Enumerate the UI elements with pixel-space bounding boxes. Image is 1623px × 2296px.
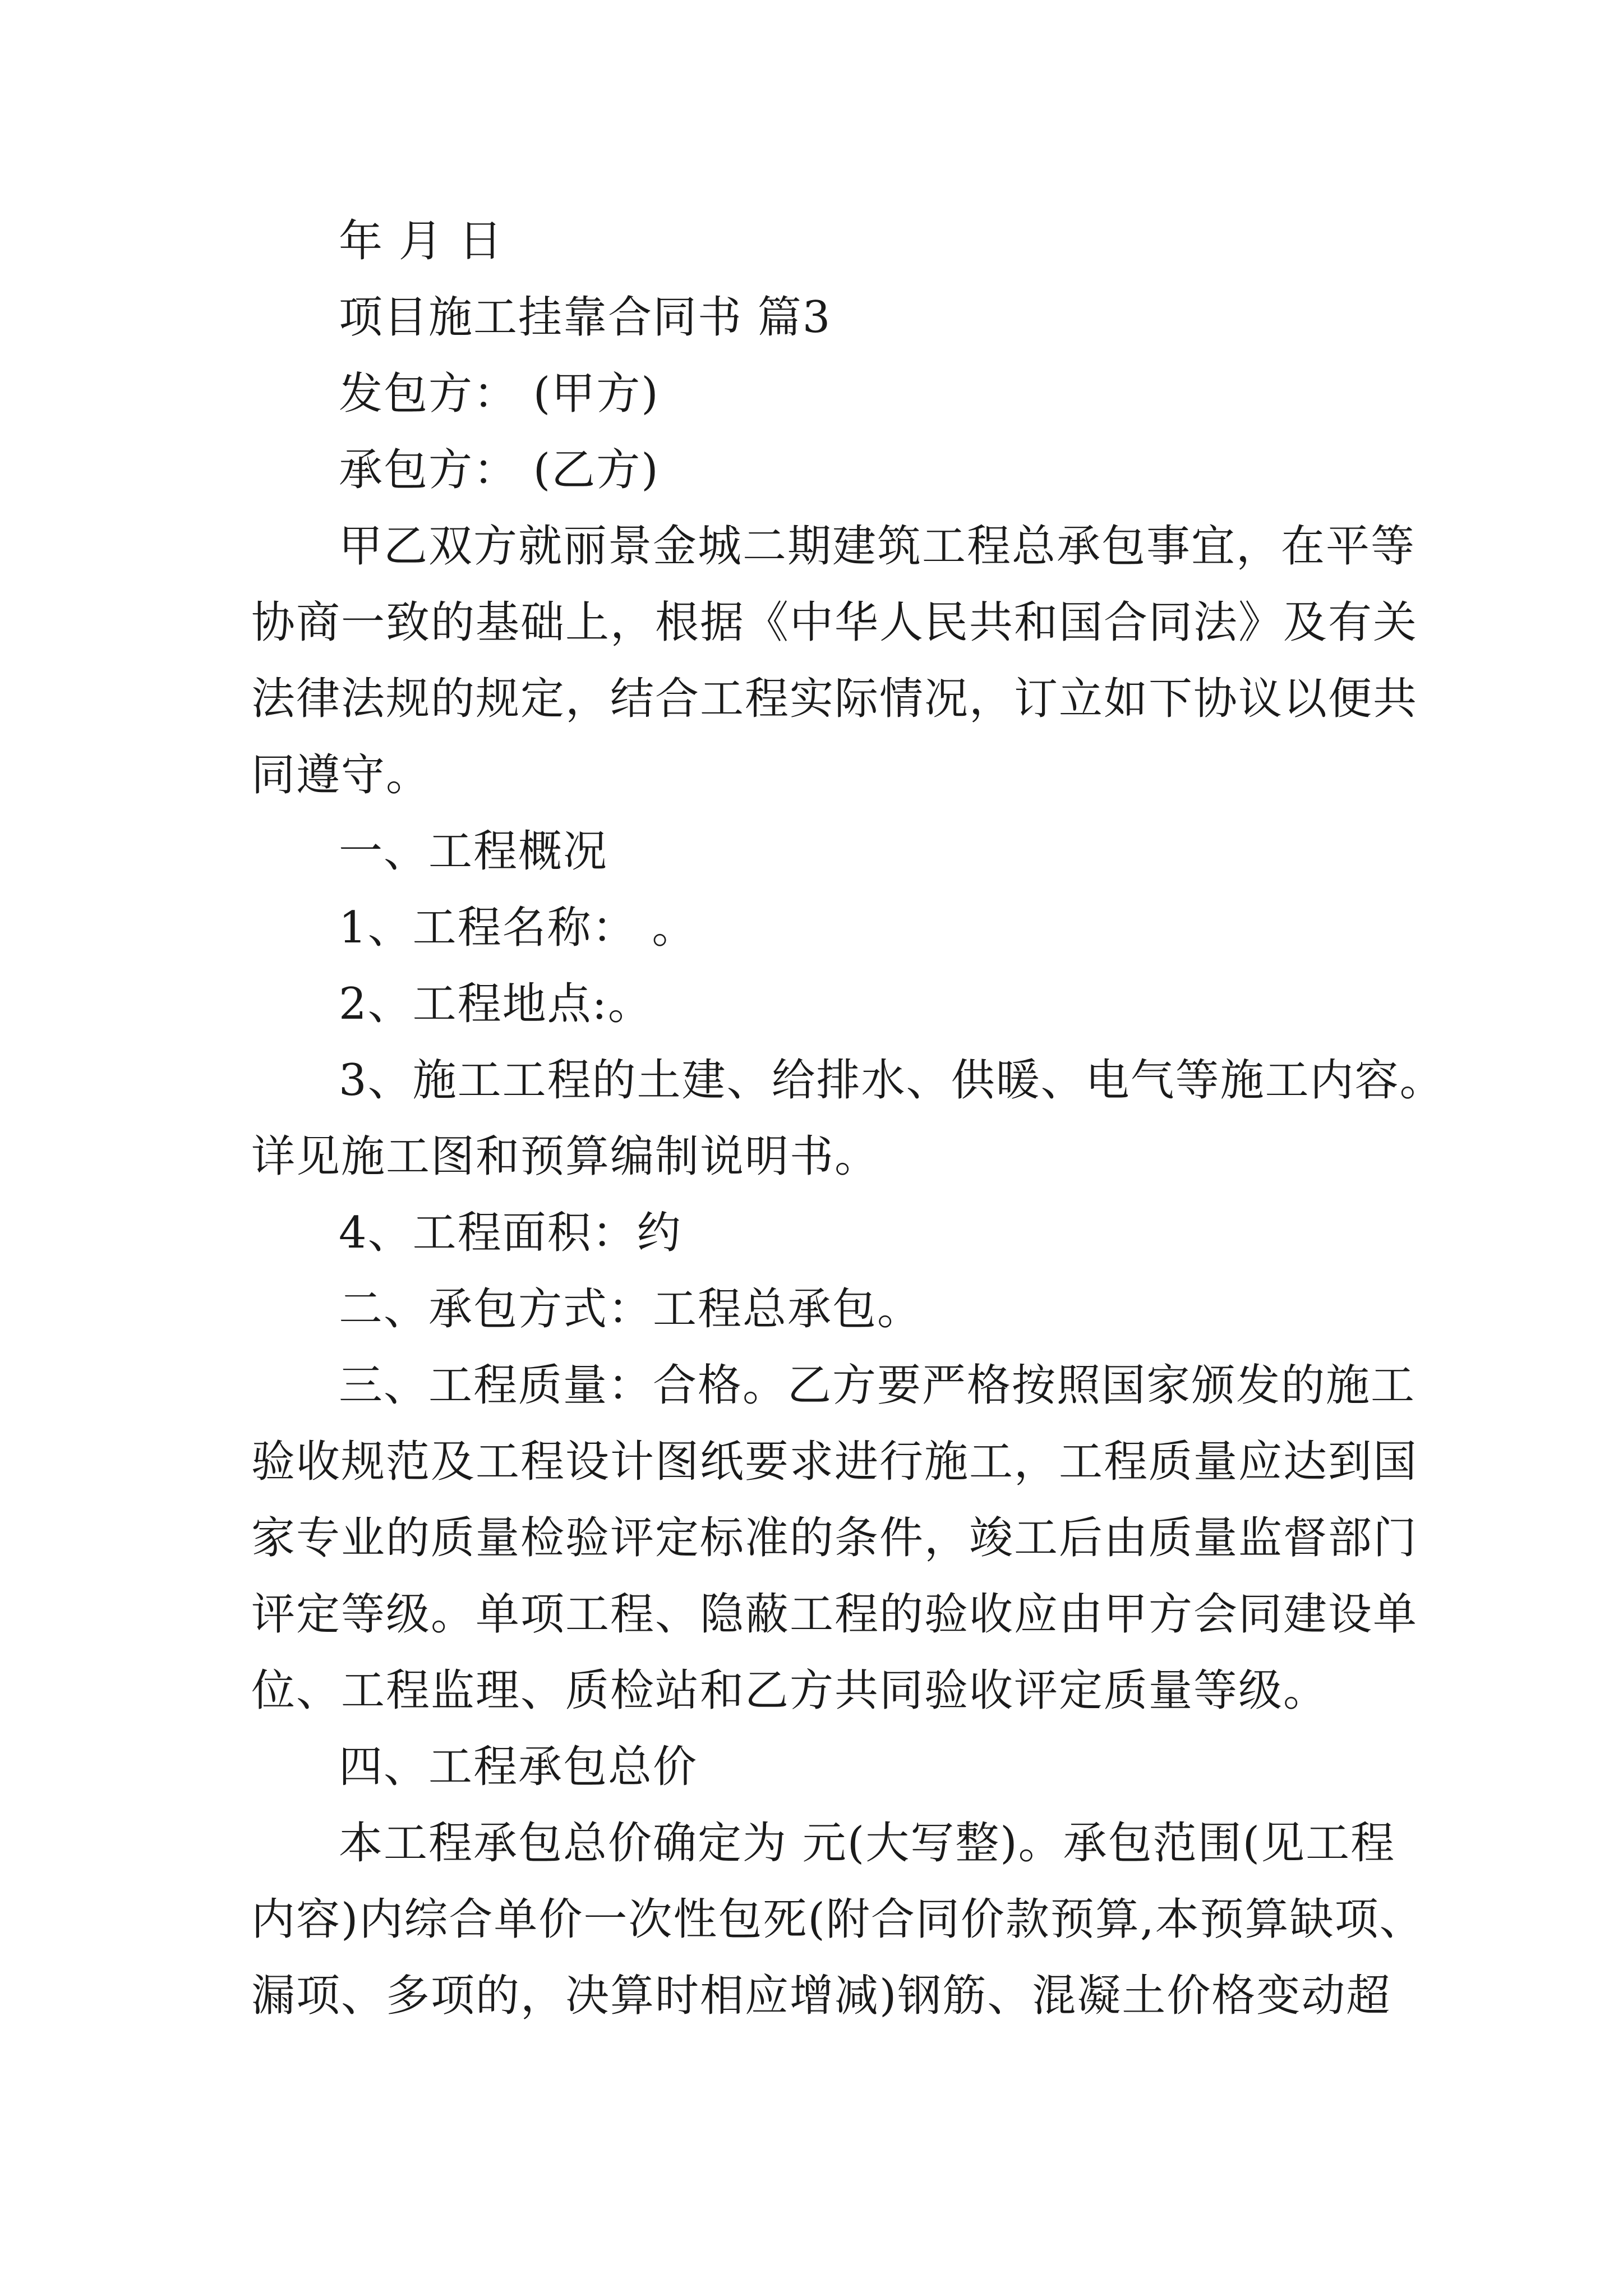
list-item-line: 1、工程名称： 。 bbox=[339, 903, 697, 953]
paragraph-line: 漏项、多项的，决算时相应增减)钢筋、混凝土价格变动超 bbox=[251, 1971, 1391, 2021]
list-item-line: 4、工程面积：约 bbox=[339, 1208, 682, 1258]
paragraph-line: 验收规范及工程设计图纸要求进行施工，工程质量应达到国 bbox=[251, 1437, 1418, 1487]
paragraph-line: 协商一致的基础上，根据《中华人民共和国合同法》及有关 bbox=[251, 597, 1418, 648]
list-item-line: 3、施工工程的土建、给排水、供暖、电气等施工内容。 bbox=[339, 1055, 1445, 1106]
paragraph-line: 家专业的质量检验评定标准的条件，竣工后由质量监督部门 bbox=[251, 1513, 1418, 1563]
heading-line: 三、工程质量：合格。乙方要严格按照国家颁发的施工 bbox=[339, 1360, 1416, 1411]
paragraph-line: 详见施工图和预算编制说明书。 bbox=[251, 1131, 880, 1182]
party-a-line: 发包方： (甲方) bbox=[339, 369, 660, 419]
paragraph-line: 法律法规的规定，结合工程实际情况，订立如下协议以便共 bbox=[251, 674, 1418, 724]
date-line: 年 月 日 bbox=[339, 216, 504, 266]
party-b-line: 承包方： (乙方) bbox=[339, 445, 660, 495]
paragraph-line: 评定等级。单项工程、隐蔽工程的验收应由甲方会同建设单 bbox=[251, 1589, 1418, 1640]
paragraph-line: 甲乙双方就丽景金城二期建筑工程总承包事宜，在平等 bbox=[339, 521, 1416, 572]
document-body bbox=[251, 203, 1445, 2034]
paragraph-line: 位、工程监理、质检站和乙方共同验收评定质量等级。 bbox=[251, 1665, 1329, 1716]
section-title: 项目施工挂靠合同书 篇3 bbox=[339, 292, 832, 343]
heading-line: 二、承包方式：工程总承包。 bbox=[339, 1284, 923, 1335]
heading-line: 四、工程承包总价 bbox=[339, 1742, 698, 1792]
paragraph-line: 本工程承包总价确定为 元(大写整)。承包范围(见工程 bbox=[339, 1818, 1396, 1869]
heading-line: 一、工程概况 bbox=[339, 826, 608, 877]
list-item-line: 2、工程地点:。 bbox=[339, 979, 653, 1029]
paragraph-line: 同遵守。 bbox=[251, 750, 431, 800]
paragraph-line: 内容)内综合单价一次性包死(附合同价款预算,本预算缺项、 bbox=[251, 1894, 1424, 1945]
